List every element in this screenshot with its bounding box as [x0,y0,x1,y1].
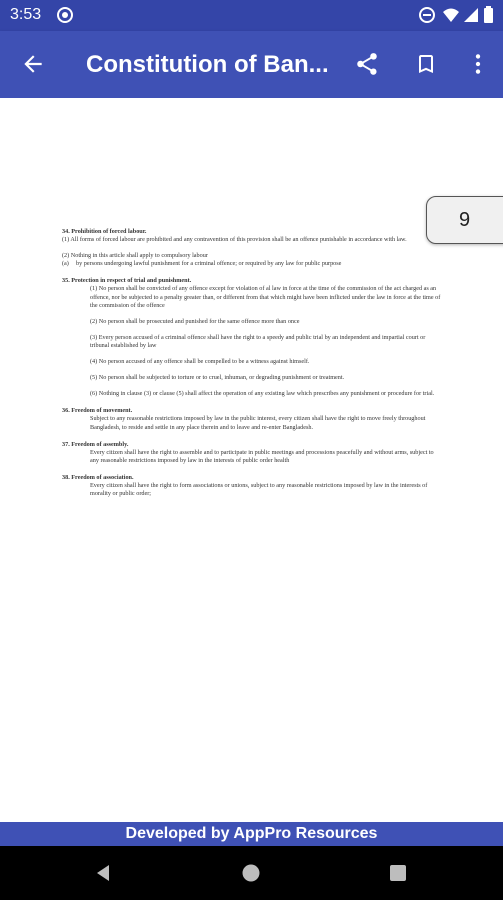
app-bar [0,31,503,98]
back-button[interactable] [18,49,48,79]
notification-icon [56,6,74,29]
article-heading: 38. Freedom of association. [62,473,134,481]
share-button[interactable] [352,49,382,79]
nav-back-button[interactable] [93,863,113,888]
back-icon [93,863,113,883]
article-paragraph: (5) No person shall be subjected to torture or to cruel, inhuman, or degrading punishment or treatment. [90,374,345,382]
document-page [62,228,442,507]
article-paragraph: (6) Nothing in clause (3) or clause (5) shall affect the operation of any existing law which prescribes any punishment or procedure for trial. [90,390,435,398]
article-paragraph: (2) No person shall be prosecuted and punished for the same offence more than once [90,317,300,325]
article-heading: 36. Freedom of movement. [62,407,133,415]
article-paragraph: (1) All forms of forced labour are prohibited and any contravention of this provision shall be an offence punishable in accordance with law. [62,236,407,244]
signal-icon [462,6,480,29]
subitem-label: (a) [62,260,69,268]
article-paragraph: (2) Nothing in this article shall apply to compulsory labour [62,252,208,260]
article-subitem [62,260,442,268]
article-36 [62,407,442,431]
article-paragraph: (4) No person accused of any offence shall be compelled to be a witness against himself. [90,358,310,366]
nav-home-button[interactable] [241,863,261,888]
status-time: 3:53 [10,6,42,23]
article-37 [62,441,442,465]
bookmark-icon [414,51,438,77]
article-heading: 37. Freedom of assembly. [62,440,129,448]
article-heading: 35. Protection in respect of trial and punishment. [62,277,192,285]
article-paragraph: (1) No person shall be convicted of any offence except for violation of al law in force at the time of the commission of the act charged as an offence, nor be subjected to a penalty greater than, or different from that which might have been inflicted under the law in force at the time of the commission of the offence [90,285,441,309]
article-heading: 34. Prohibition of forced labour. [62,228,147,235]
battery-icon [483,6,495,29]
article-paragraph: Subject to any reasonable restrictions imposed by law in the public interest, every citizen shall have the right to move freely throughout Bangladesh, to reside and settle in any place therein and to leave and re-enter Bangladesh. [90,415,426,431]
status-bar [0,0,503,31]
do-not-disturb-icon [418,6,436,29]
home-icon [241,863,261,883]
article-paragraph: Every citizen shall have the right to form associations or unions, subject to any reasonable restrictions imposed by law in the interests of morality or public order; [90,481,428,498]
system-navigation-bar [0,846,503,900]
article-paragraph: Every citizen shall have the right to assemble and to participate in public meetings and processions peacefully and without arms, subject to any reasonable restrictions imposed by law in the interests of public order health [90,448,434,464]
arrow-back-icon [20,51,46,77]
more-vert-icon [465,51,491,77]
share-icon [354,51,380,77]
nav-recents-button[interactable] [388,863,408,888]
article-38 [62,474,442,498]
page-title: Constitution of Ban... [86,51,329,78]
recents-icon [388,863,408,883]
page-number: 9 [459,209,471,231]
subitem-text: by persons undergoing lawful punishment for a criminal offence; or required by any law for public purpose [76,260,342,268]
article-35 [62,277,442,398]
article-paragraph: (3) Every person accused of a criminal offence shall have the right to a speedy and public trial by an independent and impartial court or tribunal established by law [90,333,426,349]
developer-footer: Developed by AppPro Resources [0,822,503,846]
article-34 [62,228,442,268]
more-options-button[interactable] [463,49,493,79]
wifi-icon [442,6,460,29]
bookmark-button[interactable] [411,49,441,79]
